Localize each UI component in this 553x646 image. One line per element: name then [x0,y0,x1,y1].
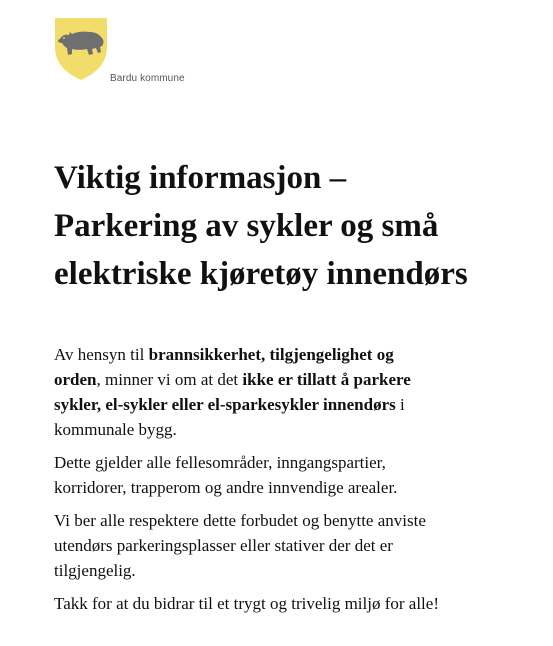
paragraph-thanks [54,591,524,616]
paragraph-request [54,508,524,583]
organization-name: Bardu kommune [110,73,185,84]
text-line: korridorer, trapperom og andre innvendige arealer. [54,478,398,497]
notice-body [54,342,524,624]
page-title [54,154,524,298]
text-line [54,367,524,392]
text-run: , minner vi om at det [96,370,243,389]
text-line [54,342,524,367]
text-line: Vi ber alle respektere dette forbudet og benytte anviste [54,511,426,530]
title-line: elektriske kjøretøy innendørs [54,256,468,292]
text-line: Dette gjelder alle fellesområder, inngangspartier, [54,453,386,472]
paragraph-scope [54,450,524,500]
text-line: utendørs parkeringsplasser eller stativer der det er [54,536,393,555]
page-header [0,0,553,100]
text-line: tilgjengelig. [54,561,136,580]
text-run: Av hensyn til [54,345,149,364]
bold-text: orden [54,370,97,389]
bear-shield-icon [54,17,108,81]
bold-text: brannsikkerhet, tilgjengelighet og [148,345,394,364]
text-run: i [395,395,405,414]
bold-text: ikke er tillatt å parkere [242,370,411,389]
title-line: Parkering av sykler og små [54,208,439,244]
title-line: Viktig informasjon – [54,160,347,196]
paragraph-safety [54,342,524,442]
bold-text: sykler, el-sykler eller el-sparkesykler innendørs [54,395,396,414]
text-line: Takk for at du bidrar til et trygt og trivelig miljø for alle! [54,594,439,613]
text-line: kommunale bygg. [54,420,177,439]
text-line [54,392,524,417]
